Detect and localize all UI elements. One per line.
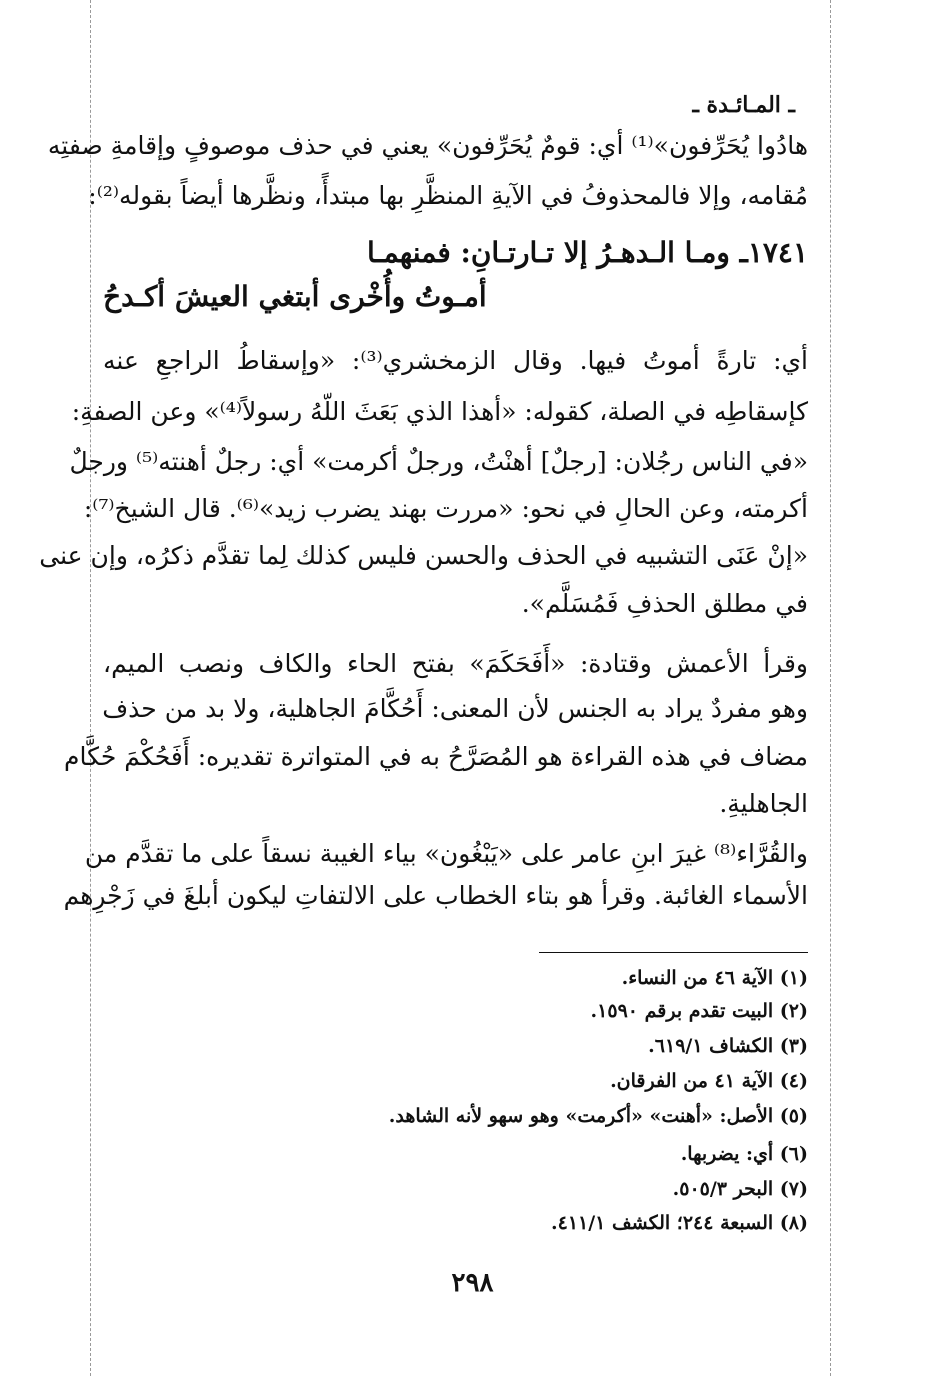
footnote: (٨) السبعة ٢٤٤؛ الكشف ٤١١/١. [550,1212,808,1234]
text-line: في مطلق الحذفِ فَمُسَلَّم». [521,589,808,618]
footnote: (١) الآية ٤٦ من النساء. [621,967,808,989]
text-line: كإسقاطِه في الصلة، كقوله: «أهذا الذي بَعَثَ اللّهُ رسولاً⁽⁴⁾» وعن الصفةِ: [71,397,808,426]
text-line: «في الناس رجُلان: [رجلٌ] أهنْتُ، ورجلٌ أكرمت» أي: رجلٌ أهنته⁽⁵⁾ ورجلٌ [69,447,808,476]
verse-second-hemistich: أمـوتُ وأُخْرى أبتغي العيشَ أكـدحُ [103,280,487,313]
text-line: أي: تارةً أموتُ فيها. وقال الزمخشري⁽³⁾: «وإسقاطُ الراجعِ عنه [103,346,809,375]
text-line: الجاهليةِ. [719,789,808,818]
footnote: (٤) الآية ٤١ من الفرقان. [610,1070,808,1092]
running-header: ـ المـائـدة ـ [692,92,795,118]
text-line: هادُوا يُحَرِّفون»⁽¹⁾ أي: قومٌ يُحَرِّفون» يعني في حذف موصوفٍ وإقامةِ صفتِه [47,131,808,160]
text-line: الأسماء الغائبة. وقرأ هو بتاء الخطاب على الالتفاتِ ليكون أبلغَ في زَجْرِهم [63,881,808,910]
text-line: والقُرَّاء⁽⁸⁾ غيرَ ابنِ عامر على «يَبْغُون» بياء الغيبة نسقاً على ما تقدَّم من [84,839,808,868]
page-number: ٢٩٨ [451,1268,494,1298]
text-line: «إنْ عَنَى التشبيه في الحذف والحسن فليس كذلك لِما تقدَّم ذكرُه، وإن عنى [39,541,808,570]
footnote: (٢) البيت تقدم برقم ١٥٩٠. [590,1000,808,1022]
text-line: مُقامه، وإلا فالمحذوفُ في الآيةِ المنظَّرِ بها مبتدأً، ونظَّرها أيضاً بقوله⁽²⁾: [88,181,808,210]
text-line: مضاف في هذه القراءة هو المُصَرَّحُ به في المتواترة تقديره: أَفَحُكْمَ حُكَّام [64,742,808,771]
text-line: وقرأ الأعمش وقتادة: «أَفَحَكَمَ» بفتح الحاء والكاف ونصب الميم، [103,649,808,678]
footnote: (٣) الكشاف ٦١٩/١. [648,1035,808,1057]
footnote: (٧) البحر ٥٠٥/٣. [672,1178,808,1200]
text-line: وهو مفردٌ يراد به الجنس لأن المعنى: أَحُكَّامَ الجاهلية، ولا بد من حذف [102,694,808,723]
verse-first-hemistich: ١٧٤١ـ ومـا الـدهـرُ إلا تـارتـانِ: فمنهمـا [366,236,808,269]
footnote-separator [539,952,808,953]
footnote: (٦) أي: يضربها. [680,1143,808,1165]
right-dashed-guide [830,0,831,1376]
text-line: أكرمته، وعن الحالِ في نحو: «مررت بهند يضرب زيد»⁽⁶⁾. قال الشيخ⁽⁷⁾: [83,494,808,523]
footnote: (٥) الأصل: «أهنت» «أكرمت» وهو سهو لأنه الشاهد. [388,1105,808,1127]
